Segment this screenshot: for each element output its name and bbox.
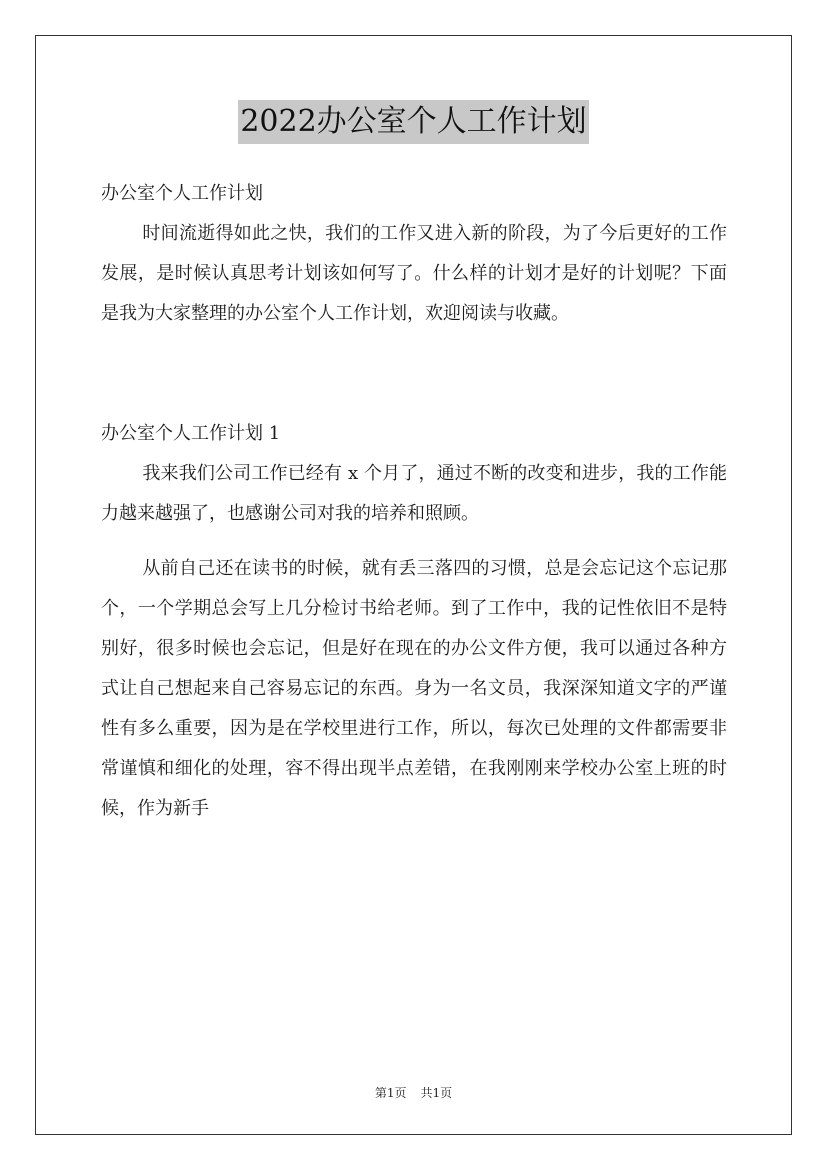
page-number: 第1页 — [374, 1086, 407, 1100]
title-container — [0, 100, 827, 144]
section-spacer — [101, 349, 727, 414]
intro-paragraph: 时间流逝得如此之快，我们的工作又进入新的阶段，为了今后更好的工作发展，是时候认真思考计划该如何写了。什么样的计划才是好的计划呢？下面是我为大家整理的办公室个人工作计划，欢迎阅读与收藏。 — [101, 223, 727, 324]
page-total: 共1页 — [420, 1086, 453, 1100]
document-body — [101, 174, 727, 844]
section-heading: 办公室个人工作计划 1 — [101, 423, 281, 444]
document-title: 2022办公室个人工作计划 — [238, 100, 588, 144]
section-paragraph-2: 从前自己还在读书的时候，就有丢三落四的习惯，总是会忘记这个忘记那个，一个学期总会写上几分检讨书给老师。到了工作中，我的记性依旧不是特别好，很多时候也会忘记，但是好在现在的办公文件方便，我可以通过各种方式让自己想起来自己容易忘记的东西。身为一名文员，我深深知道文字的严谨性有多么重要，因为是在学校里进行工作，所以，每次已处理的文件都需要非常谨慎和细化的处理，容不得出现半点差错，在我刚刚来学校办公室上班的时候，作为新手 — [101, 558, 727, 819]
intro-heading: 办公室个人工作计划 — [101, 183, 263, 204]
section-paragraph-1: 我来我们公司工作已经有 x 个月了，通过不断的改变和进步，我的工作能力越来越强了，也感谢公司对我的培养和照顾。 — [101, 463, 727, 524]
page-footer — [0, 1083, 827, 1103]
